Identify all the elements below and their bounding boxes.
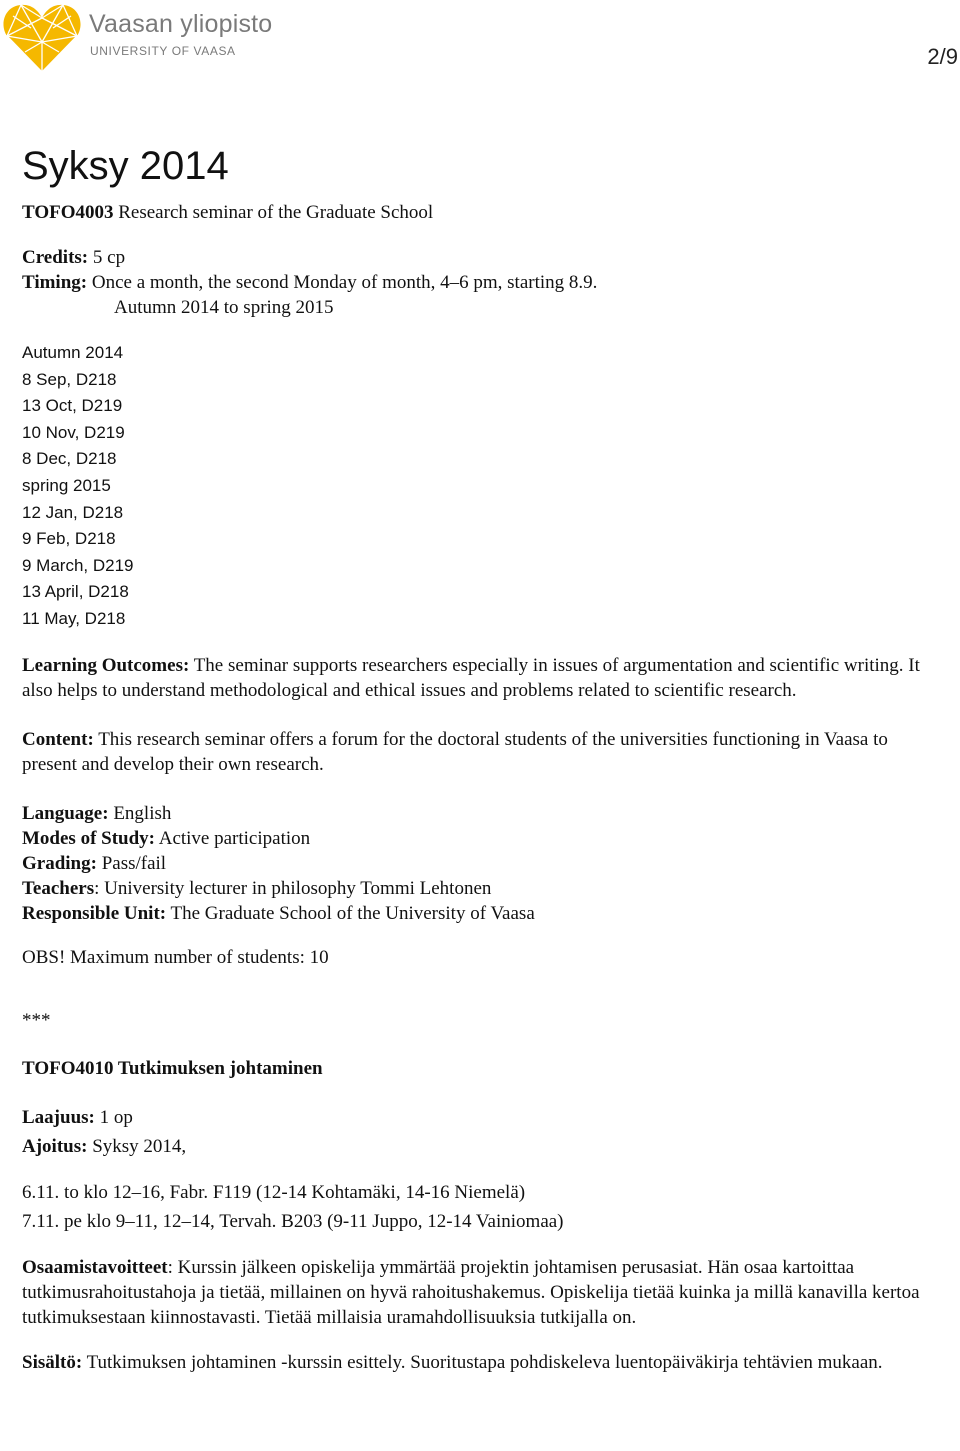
laajuus-label: Laajuus: [22, 1106, 95, 1128]
content-section [22, 727, 942, 777]
credits-label: Credits: [22, 247, 89, 268]
section-separator: *** [22, 1009, 51, 1031]
schedule-item: 8 Dec, D218 [22, 449, 117, 469]
osaamistavoitteet-text: : Kurssin jälkeen opiskelija ymmärtää projektin johtamisen perusasiat. Hän osaa kartoittaa tutkimusrahoitustahoja ja tietää, millainen on hyvä rahoitushakemus. Opiskelija tietää kuinka ja millä kanavilla kertoa tutkimuksestaan kiinnostavasti. Tietää millaisia uramahdollisuuksia tutkijalla on. [22, 1256, 920, 1328]
teachers-line [22, 876, 942, 901]
session-2: 7.11. pe klo 9–11, 12–14, Tervah. B203 (9-11 Juppo, 12-14 Vainiomaa) [22, 1210, 564, 1232]
teachers-value: : University lecturer in philosophy Tommi Lehtonen [94, 877, 492, 899]
osaamistavoitteet-section [22, 1255, 942, 1330]
timing-label: Timing: [22, 272, 88, 293]
language-value: English [108, 802, 172, 824]
outcomes-label: Learning Outcomes: [22, 654, 190, 676]
laajuus-line [22, 1105, 942, 1130]
content-label: Content: [22, 728, 94, 750]
grading-label: Grading: [22, 852, 97, 874]
modes-value: Active participation [155, 827, 311, 849]
modes-line [22, 826, 942, 851]
grading-value: Pass/fail [96, 852, 167, 874]
grading-line [22, 851, 942, 876]
obs-note: OBS! Maximum number of students: 10 [22, 946, 329, 968]
ajoitus-label: Ajoitus: [22, 1135, 88, 1157]
course1-heading [22, 200, 942, 225]
language-line [22, 801, 942, 826]
content-text: This research seminar offers a forum for the doctoral students of the universities functioning in Vaasa to present and develop their own research. [22, 728, 888, 775]
timing-continuation: Autumn 2014 to spring 2015 [114, 297, 334, 318]
osaamistavoitteet-label: Osaamistavoitteet [22, 1256, 168, 1278]
outcomes-text: The seminar supports researchers especially in issues of argumentation and scientific writing. It also helps to understand methodological and ethical issues and problems related to scientific research. [22, 654, 920, 701]
timing-value: Once a month, the second Monday of month, 4–6 pm, starting 8.9. [87, 272, 598, 293]
schedule-item: 12 Jan, D218 [22, 502, 124, 522]
language-label: Language: [22, 802, 109, 824]
course2-title: TOFO4010 Tutkimuksen johtaminen [22, 1057, 323, 1079]
session-1: 6.11. to klo 12–16, Fabr. F119 (12-14 Kohtamäki, 14-16 Niemelä) [22, 1181, 526, 1203]
university-logo [3, 2, 293, 74]
schedule-item: 9 March, D219 [22, 555, 134, 575]
ajoitus-value: Syksy 2014, [87, 1135, 187, 1157]
schedule-item: Autumn 2014 [22, 343, 124, 362]
logo-subtitle: UNIVERSITY OF VAASA [90, 44, 236, 58]
schedule-item: 13 April, D218 [22, 582, 129, 602]
unit-label: Responsible Unit: [22, 902, 167, 924]
credits-value: 5 cp [88, 247, 126, 268]
unit-line [22, 901, 942, 926]
course1-code: TOFO4003 [22, 202, 114, 223]
schedule-list [22, 340, 942, 633]
schedule-item: 9 Feb, D218 [22, 529, 116, 549]
page-title: Syksy 2014 [22, 144, 229, 188]
schedule-item: 13 Oct, D219 [22, 396, 123, 416]
course1-name: Research seminar of the Graduate School [113, 202, 434, 223]
credits-line [22, 245, 942, 270]
schedule-item: 10 Nov, D219 [22, 422, 125, 442]
page-number: 2/9 [927, 44, 958, 69]
schedule-item: 11 May, D218 [22, 608, 126, 628]
laajuus-value: 1 op [94, 1106, 133, 1128]
document-body [22, 140, 942, 1375]
modes-label: Modes of Study: [22, 827, 156, 849]
sisalto-text: Tutkimuksen johtaminen -kurssin esittely. Suoritustapa pohdiskeleva luentopäiväkirja tehtävien mukaan. [82, 1351, 883, 1373]
schedule-item: 8 Sep, D218 [22, 369, 117, 389]
sisalto-section [22, 1350, 942, 1375]
timing-line [22, 270, 942, 295]
schedule-item: spring 2015 [22, 475, 111, 495]
course2-heading [22, 1056, 942, 1081]
logo-heart-icon [3, 2, 81, 74]
sisalto-label: Sisältö: [22, 1351, 83, 1373]
ajoitus-line [22, 1134, 942, 1159]
logo-name: Vaasan yliopisto [89, 10, 273, 38]
unit-value: The Graduate School of the University of Vaasa [166, 902, 535, 924]
teachers-label: Teachers [22, 877, 95, 899]
learning-outcomes [22, 653, 942, 703]
